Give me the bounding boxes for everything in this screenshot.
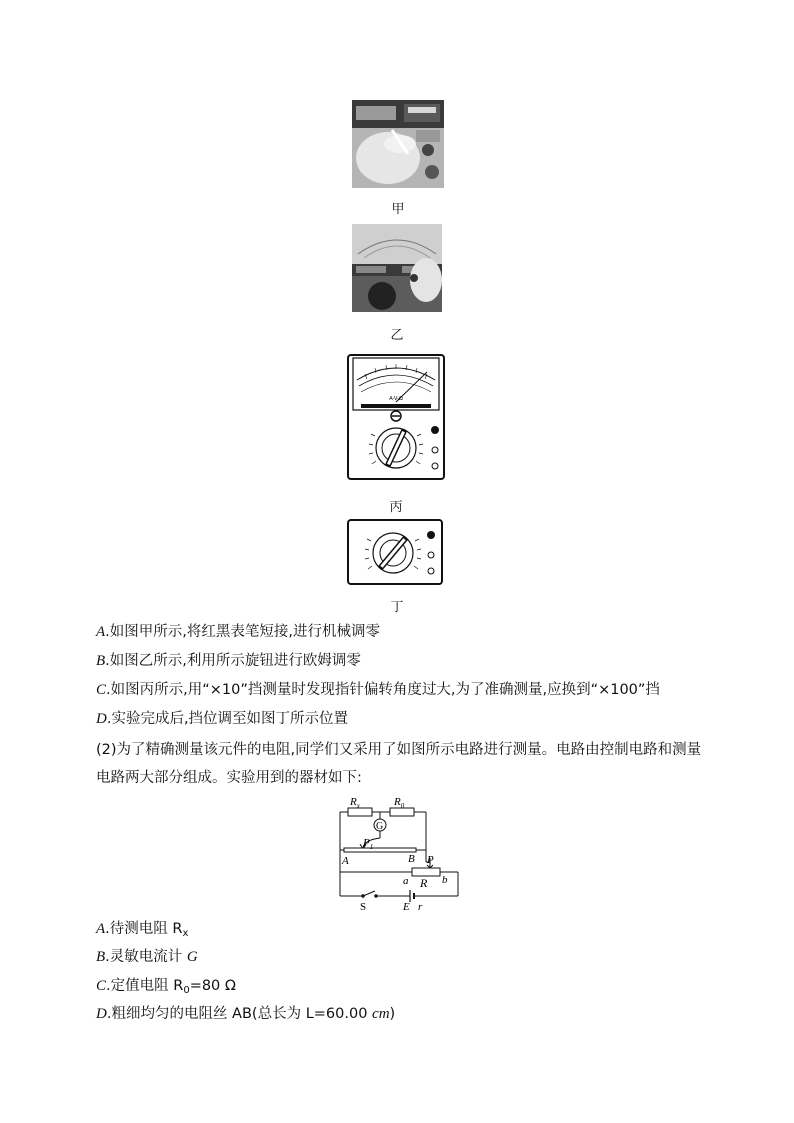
label-s: S — [360, 901, 367, 913]
caption-yi: 乙 — [390, 328, 404, 343]
selector-ding — [347, 519, 443, 585]
material-c: C.定值电阻 $R_0=80$ Ω — [96, 978, 236, 996]
label-rx: $R_x$ — [350, 796, 360, 810]
material-a: A.待测电阻 $R_x$ — [96, 921, 189, 939]
label-r0: $R_0$ — [394, 796, 405, 810]
photo-yi — [352, 224, 442, 312]
label-g: G — [376, 821, 384, 832]
question-2: (2)为了精确测量该元件的电阻,同学们又采用了如图所示电路进行测量。电路由控制电路和测量电路两大部分组成。实验用到的器材如下: — [96, 742, 702, 786]
option-c: C.如图丙所示,用“×10”挡测量时发现指针偏转角度过大,为了准确测量,应换到“×100”挡 — [96, 682, 660, 698]
option-b: B.如图乙所示,利用所示旋钮进行欧姆调零 — [96, 653, 361, 669]
label-r: R — [420, 876, 428, 890]
circuit-diagram — [330, 792, 464, 914]
label-b-node: B — [408, 853, 415, 865]
label-r-internal: r — [418, 901, 423, 913]
label-e: E — [403, 901, 410, 913]
photo-jia — [352, 100, 444, 188]
label-p: P — [427, 854, 434, 866]
label-a-small: a — [403, 875, 409, 887]
label-p1: $P_1$ — [363, 837, 374, 851]
label-b-small: b — [442, 874, 448, 886]
caption-jia: 甲 — [391, 202, 405, 217]
label-a-node: A — [342, 855, 349, 867]
dial-text: A-V-Ω — [389, 396, 403, 402]
caption-ding: 丁 — [390, 600, 404, 615]
option-a: A.如图甲所示,将红黑表笔短接,进行机械调零 — [96, 624, 380, 640]
option-d: D.实验完成后,挡位调至如图丁所示位置 — [96, 711, 349, 727]
material-b: B.灵敏电流计 G — [96, 949, 198, 965]
material-d: D.粗细均匀的电阻丝 AB(总长为 L=60.00 cm) — [96, 1006, 396, 1022]
caption-bing: 丙 — [389, 500, 403, 515]
multimeter-bing — [347, 354, 445, 480]
